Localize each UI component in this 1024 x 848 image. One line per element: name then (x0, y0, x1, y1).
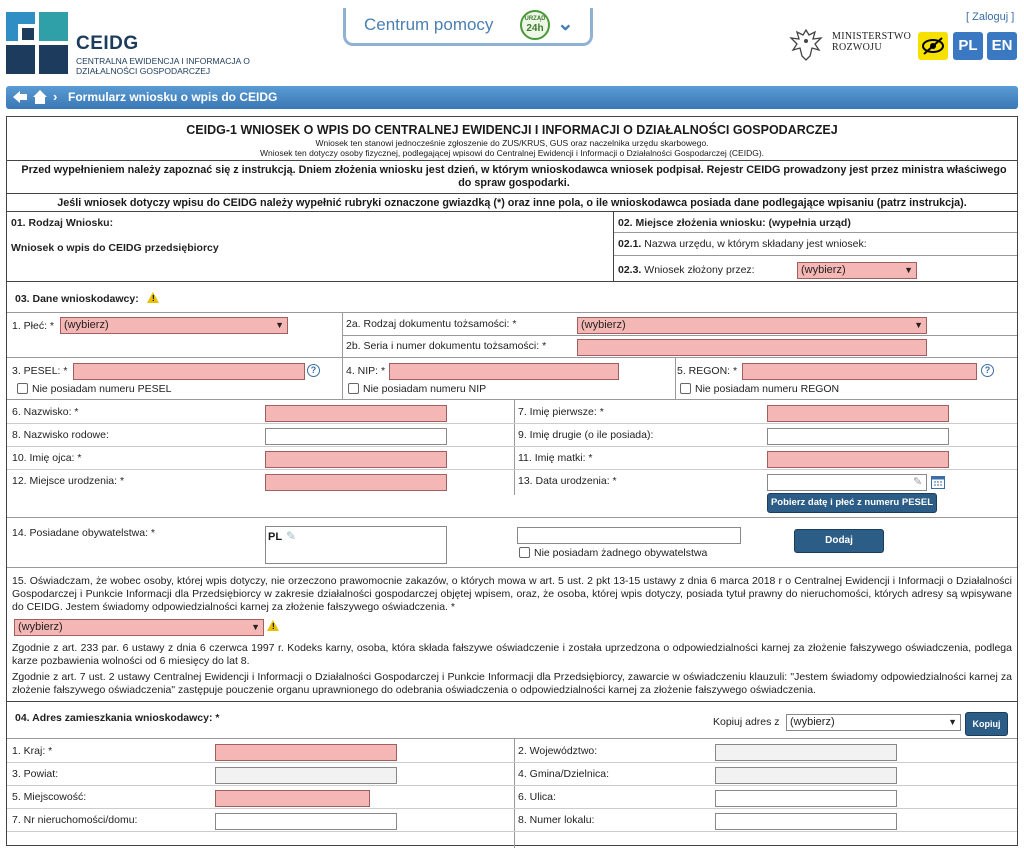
no-citizenship-label: Nie posiadam żadnego obywatelstwa (534, 547, 708, 559)
page-header (0, 0, 1024, 82)
no-nip-checkbox[interactable] (348, 383, 359, 394)
doc-type-select[interactable] (577, 317, 927, 334)
no-pesel-checkbox[interactable] (17, 383, 28, 394)
county-label: 3. Powiat: (12, 768, 59, 780)
citizenship-input[interactable] (517, 527, 741, 544)
gender-label: 1. Płeć: * (12, 320, 55, 332)
city-input[interactable] (215, 790, 370, 807)
warning-icon: ! (147, 292, 159, 303)
no-pesel-label: Nie posiadam numeru PESEL (32, 383, 172, 395)
form-subtitle-2: Wniosek ten dotyczy osoby fizycznej, podlegającej wpisowi do Centralnej Ewidencji i Informacji o Działalności Gospodarczej (CEIDG). (259, 148, 765, 158)
clear-icon[interactable]: ✎ (913, 476, 923, 488)
birthplace-input[interactable] (265, 474, 447, 491)
help-badge-text: 24h (526, 23, 544, 34)
chevron-down-icon: ▼ (948, 717, 957, 727)
help-center-button[interactable] (343, 8, 593, 46)
chevron-down-icon: ▼ (251, 622, 260, 632)
building-number-label: 7. Nr nieruchomości/domu: (12, 814, 138, 826)
submitted-by-value: (wybierz) (801, 264, 846, 276)
section-02-title: 02. Miejsce złożenia wniosku: (wypełnia urząd) (618, 217, 851, 229)
section-03-title: 03. Dane wnioskodawcy: (15, 293, 139, 305)
help-24h-badge (520, 10, 550, 40)
login-link[interactable]: [ Zaloguj ] (966, 11, 1015, 23)
municipality-label: 4. Gmina/Dzielnica: (518, 768, 610, 780)
form-subtitle-1: Wniosek ten stanowi jednocześnie zgłoszenie do ZUS/KRUS, GUS oraz naczelnika urzędu skarbowego. (315, 138, 709, 148)
ceidg-logo-icon[interactable] (6, 12, 68, 74)
chevron-down-icon: ▼ (275, 320, 284, 330)
doc-type-label: 2a. Rodzaj dokumentu tożsamości: * (346, 318, 517, 330)
calendar-icon[interactable] (931, 475, 945, 489)
street-input[interactable] (715, 790, 897, 807)
ministry-line1: MINISTERSTWO (832, 31, 912, 42)
help-icon[interactable]: ? (307, 364, 320, 377)
logo-title: CEIDG (76, 33, 139, 54)
warning-icon: ! (267, 620, 279, 631)
office-name-label (618, 238, 867, 250)
edit-icon[interactable]: ✎ (286, 529, 297, 543)
breadcrumb-title: Formularz wniosku o wpis do CEIDG (68, 90, 278, 104)
submitted-by-text: Wniosek złożony przez: (644, 264, 755, 276)
father-name-input[interactable] (265, 451, 447, 468)
pesel-autofill-button[interactable]: Pobierz datę i płeć z numeru PESEL (767, 493, 937, 513)
copy-address-select[interactable] (786, 714, 961, 731)
help-icon[interactable]: ? (981, 364, 994, 377)
second-name-label: 9. Imię drugie (o ile posiada): (518, 429, 654, 441)
declaration-text: 15. Oświadczam, że wobec osoby, której wpis dotyczy, nie orzeczono prawomocnie zakazów, o których mowa w art. 5 ust. 2 pkt 13-15 ustawy z dnia 6 marca 2018 r o Centralnej Ewidencji i Informacji o Działalności Gospodarczej i Punkcie Informacji dla Przedsiębiorcy w zakresie działalności gospodarczej objętej wpisem, oraz, że osoba, której wpis dotyczy, posiada tytuł prawny do nieruchomości, których adresy są wpisywane do CEIDG. Jestem świadomy odpowiedzialności karnej za złożenie fałszywego oświadczenia. * (12, 575, 1012, 613)
eagle-emblem-icon (788, 26, 824, 64)
birthdate-input[interactable] (767, 474, 927, 491)
copy-address-label: Kopiuj adres z (713, 716, 780, 728)
accessibility-contrast-button[interactable] (918, 32, 948, 60)
nip-label: 4. NIP: * (346, 365, 386, 377)
country-input[interactable] (215, 744, 397, 761)
declaration-value: (wybierz) (18, 621, 63, 633)
breadcrumb-bar (6, 86, 1018, 109)
street-label: 6. Ulica: (518, 791, 556, 803)
mother-name-input[interactable] (767, 451, 949, 468)
gender-value: (wybierz) (64, 319, 109, 331)
voivodeship-label: 2. Województwo: (518, 745, 598, 757)
statute-notice: Zgodnie z art. 7 ust. 2 ustawy Centralnej Ewidencji i Informacji o Działalności Gospodarczej i Punkcie Informacji dla Przedsiębiorcy, zawarcie w oświadczeniu klauzuli: "Jestem świadomy odpowiedzialności karnej za złożenie fałszywego oświadczenia" zastępuje pouczenie organu uprawnionego do odebrania oświadczenia o odpowiedzialności karnej za złożenie fałszywego oświadczenia. (12, 671, 1012, 696)
application-type-value: Wniosek o wpis do CEIDG przedsiębiorcy (11, 242, 219, 254)
no-regon-checkbox[interactable] (680, 383, 691, 394)
doc-series-input[interactable] (577, 339, 927, 356)
maiden-name-input[interactable] (265, 428, 447, 445)
county-input[interactable] (215, 767, 397, 784)
voivodeship-input[interactable] (715, 744, 897, 761)
first-name-input[interactable] (767, 405, 949, 422)
declaration-select[interactable] (14, 619, 264, 636)
logo-subtitle: CENTRALNA EWIDENCJA I INFORMACJA O DZIAŁALNOŚCI GOSPODARCZEJ (76, 56, 250, 76)
first-name-label: 7. Imię pierwsze: * (518, 406, 604, 418)
apartment-number-input[interactable] (715, 813, 897, 830)
penal-code-notice: Zgodnie z art. 233 par. 6 ustawy z dnia 6 czerwca 1997 r. Kodeks karny, osoba, która składa fałszywe oświadczenie i została uprzedzona o odpowiedzialności karnej za złożenie fałszywego oświadczenia, podlega karze pozbawienia wolności od 6 miesięcy do lat 8. (12, 642, 1012, 667)
office-name-num: 02.1. (618, 238, 642, 250)
citizenship-value: PL (268, 531, 283, 543)
add-citizenship-button[interactable]: Dodaj (794, 529, 884, 553)
form-title: CEIDG-1 WNIOSEK O WPIS DO CENTRALNEJ EWIDENCJI I INFORMACJI O DZIAŁALNOŚCI GOSPODARCZEJ (186, 123, 838, 137)
citizenship-list (265, 526, 447, 564)
doc-type-value: (wybierz) (581, 319, 626, 331)
section-01-title: 01. Rodzaj Wniosku: (11, 217, 114, 229)
chevron-right-icon: › (53, 89, 58, 104)
apartment-number-label: 8. Numer lokalu: (518, 814, 595, 826)
maiden-name-label: 8. Nazwisko rodowe: (12, 429, 109, 441)
regon-input[interactable] (742, 363, 977, 380)
city-label: 5. Miejscowość: (12, 791, 87, 803)
no-citizenship-checkbox[interactable] (519, 547, 530, 558)
help-badge-top: URZĄD (524, 16, 546, 22)
chevron-down-icon[interactable]: ⌄ (557, 13, 574, 35)
building-number-input[interactable] (215, 813, 397, 830)
gender-select[interactable] (60, 317, 288, 334)
doc-series-label: 2b. Seria i numer dokumentu tożsamości: * (346, 340, 547, 352)
submitted-by-num: 02.3. (618, 264, 642, 276)
home-icon[interactable] (32, 89, 48, 105)
nip-input[interactable] (389, 363, 619, 380)
father-name-label: 10. Imię ojca: * (12, 452, 82, 464)
ministry-name (832, 31, 911, 53)
ministry-line2: ROZWOJU (832, 42, 882, 53)
back-arrow-icon[interactable] (12, 90, 28, 104)
copy-address-value: (wybierz) (790, 716, 835, 728)
copy-address-button[interactable]: Kopiuj (965, 712, 1008, 736)
regon-label: 5. REGON: * (677, 365, 738, 377)
surname-label: 6. Nazwisko: * (12, 406, 79, 418)
submitted-by-label (618, 264, 755, 276)
no-regon-label: Nie posiadam numeru REGON (695, 383, 840, 395)
eye-icon (918, 32, 948, 60)
section-04-title: 04. Adres zamieszkania wnioskodawcy: * (15, 712, 220, 724)
birthdate-label: 13. Data urodzenia: * (518, 475, 617, 487)
mother-name-label: 11. Imię matki: * (518, 452, 593, 464)
submitted-by-select[interactable] (797, 262, 917, 279)
application-form (6, 116, 1018, 846)
country-label: 1. Kraj: * (12, 745, 53, 757)
citizenship-label: 14. Posiadane obywatelstwa: * (12, 527, 156, 539)
chevron-down-icon: ▼ (904, 265, 913, 275)
pesel-label: 3. PESEL: * (12, 365, 68, 377)
lang-pl-button[interactable]: PL (953, 32, 983, 60)
office-name-text: Nazwa urzędu, w którym składany jest wniosek: (644, 238, 867, 250)
chevron-down-icon: ▼ (914, 320, 923, 330)
lang-en-button[interactable]: EN (987, 32, 1017, 60)
municipality-input[interactable] (715, 767, 897, 784)
pesel-input[interactable] (73, 363, 305, 380)
required-fields-notice: Jeśli wniosek dotyczy wpisu do CEIDG należy wypełnić rubryki oznaczone gwiazdką (*) oraz inne pola, o ile wnioskodawca posiada dane podlegające wpisaniu (patrz instrukcja). (57, 197, 967, 209)
instruction-notice: Przed wypełnieniem należy zapoznać się z instrukcją. Dniem złożenia wniosku jest dzień, w którym wnioskodawca wniosek podpisał. Rejestr CEIDG prowadzony jest przez ministra właściwego do spraw gospodarki. (21, 164, 1007, 189)
help-center-label: Centrum pomocy (364, 15, 494, 34)
no-nip-label: Nie posiadam numeru NIP (363, 383, 487, 395)
surname-input[interactable] (265, 405, 447, 422)
birthplace-label: 12. Miejsce urodzenia: * (12, 475, 125, 487)
second-name-input[interactable] (767, 428, 949, 445)
